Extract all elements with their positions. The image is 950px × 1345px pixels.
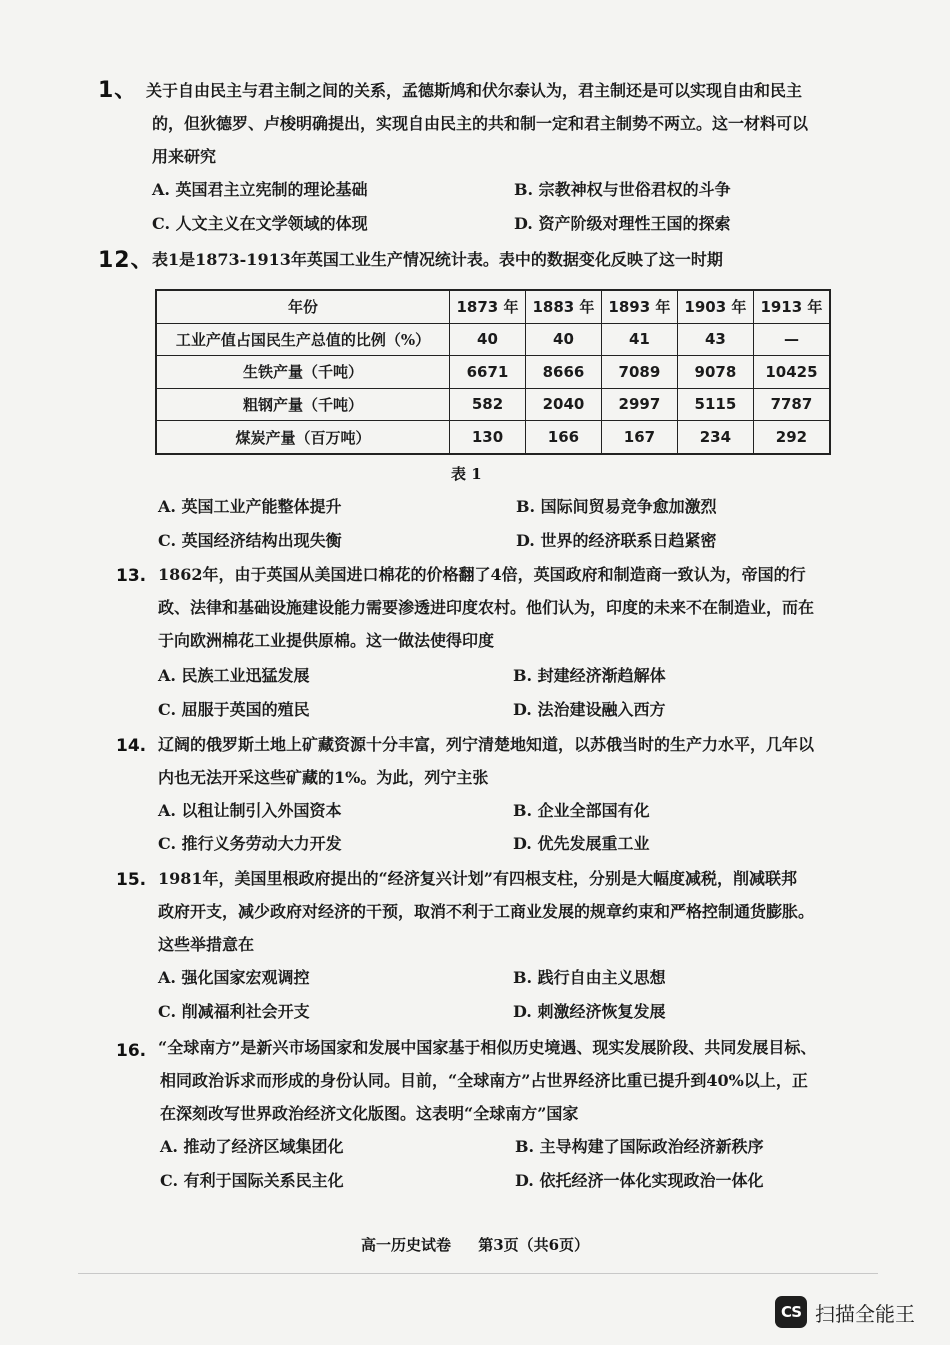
brand-name: 扫描全能王 xyxy=(815,1301,915,1326)
option-a: A. 以租让制引入外国资本 xyxy=(158,801,342,820)
table-row xyxy=(156,421,830,454)
option-a: A. 强化国家宏观调控 xyxy=(158,968,310,987)
table-cell: 2040 xyxy=(525,388,601,421)
question-stem-line: 在深刻改写世界政治经济文化版图。这表明“全球南方”国家 xyxy=(160,1104,579,1123)
table-row-label: 生铁产量（千吨） xyxy=(156,356,450,389)
question-stem-line: 相同政治诉求而形成的身份认同。目前，“全球南方”占世界经济比重已提升到40%以上，正 xyxy=(160,1071,808,1090)
question-stem-line: 关于自由民主与君主制之间的关系，孟德斯鸠和伏尔泰认为，君主制还是可以实现自由和民主 xyxy=(146,81,803,100)
table-header-cell: 年份 xyxy=(156,290,450,323)
option-a: A. 英国工业产能整体提升 xyxy=(158,497,342,516)
footer-subject: 高一历史试卷 xyxy=(360,1236,451,1254)
question-stem-line: 的，但狄德罗、卢梭明确提出，实现自由民主的共和制一定和君主制势不两立。这一材料可以 xyxy=(152,114,809,133)
table-header-row xyxy=(156,290,830,323)
option-b: B. 国际间贸易竞争愈加激烈 xyxy=(516,497,717,516)
option-b: B. 企业全部国有化 xyxy=(513,801,650,820)
table-row-label: 煤炭产量（百万吨） xyxy=(156,421,450,454)
option-a: A. 民族工业迅猛发展 xyxy=(158,666,310,685)
industrial-production-table xyxy=(155,289,831,455)
option-d: D. 刺激经济恢复发展 xyxy=(513,1002,666,1021)
table-cell: 292 xyxy=(753,421,830,454)
table-cell: 40 xyxy=(450,323,526,356)
table-row xyxy=(156,323,830,356)
question-stem-line: 1981年，美国里根政府提出的“经济复兴计划”有四根支柱，分别是大幅度减税，削减联邦 xyxy=(158,869,797,888)
table-header-cell: 1873 年 xyxy=(450,290,526,323)
table-header-cell: 1893 年 xyxy=(601,290,677,323)
question-stem-line: 政、法律和基础设施建设能力需要渗透进印度农村。他们认为，印度的未来不在制造业，而在 xyxy=(158,598,815,617)
question-stem-line: 辽阔的俄罗斯土地上矿藏资源十分丰富，列宁清楚地知道，以苏俄当时的生产力水平，几年以 xyxy=(158,735,815,754)
table-caption: 表 1 xyxy=(451,465,482,483)
question-number: 1、 xyxy=(98,78,138,103)
table-row-label: 工业产值占国民生产总值的比例（%） xyxy=(156,323,450,356)
question-stem-line: 内也无法开采这些矿藏的1%。为此，列宁主张 xyxy=(158,768,489,787)
table-cell: 166 xyxy=(525,421,601,454)
question-stem-line: 用来研究 xyxy=(152,147,217,166)
question-stem-line: 于向欧洲棉花工业提供原棉。这一做法使得印度 xyxy=(158,631,495,650)
option-d: D. 资产阶级对理性王国的探索 xyxy=(514,214,731,233)
table-cell: 2997 xyxy=(601,388,677,421)
table-cell: 6671 xyxy=(450,356,526,389)
table-cell: 9078 xyxy=(677,356,753,389)
table-header-cell: 1903 年 xyxy=(677,290,753,323)
table-cell: 582 xyxy=(450,388,526,421)
option-d: D. 法治建设融入西方 xyxy=(513,700,666,719)
question-stem-line: 表1是1873-1913年英国工业生产情况统计表。表中的数据变化反映了这一时期 xyxy=(152,250,723,269)
option-d: D. 依托经济一体化实现政治一体化 xyxy=(515,1171,764,1190)
option-a: A. 推动了经济区域集团化 xyxy=(160,1137,344,1156)
option-d: D. 世界的经济联系日趋紧密 xyxy=(516,531,717,550)
option-c: C. 削减福利社会开支 xyxy=(158,1002,310,1021)
option-b: B. 践行自由主义思想 xyxy=(513,968,666,987)
option-b: B. 主导构建了国际政治经济新秩序 xyxy=(515,1137,764,1156)
question-stem-line: “全球南方”是新兴市场国家和发展中国家基于相似历史境遇、现实发展阶段、共同发展目标、 xyxy=(158,1038,817,1057)
table-cell: — xyxy=(753,323,830,356)
table-cell: 167 xyxy=(601,421,677,454)
table-header-cell: 1883 年 xyxy=(525,290,601,323)
option-c: C. 有利于国际关系民主化 xyxy=(160,1171,344,1190)
option-c: C. 英国经济结构出现失衡 xyxy=(158,531,342,550)
option-d: D. 优先发展重工业 xyxy=(513,834,650,853)
option-c: C. 屈服于英国的殖民 xyxy=(158,700,310,719)
question-number: 14. xyxy=(116,736,147,756)
table-cell: 5115 xyxy=(677,388,753,421)
question-stem-line: 1862年，由于英国从美国进口棉花的价格翻了4倍，英国政府和制造商一致认为，帝国的行 xyxy=(158,565,806,584)
table-cell: 7787 xyxy=(753,388,830,421)
table-cell: 41 xyxy=(601,323,677,356)
table-cell: 8666 xyxy=(525,356,601,389)
table-cell: 130 xyxy=(450,421,526,454)
table-cell: 234 xyxy=(677,421,753,454)
footer-page-number: 第3页（共6页） xyxy=(478,1236,590,1254)
question-stem-line: 政府开支，减少政府对经济的干预，取消不利于工商业发展的规章约束和严格控制通货膨胀。 xyxy=(158,902,815,921)
table-row xyxy=(156,388,830,421)
table-cell: 7089 xyxy=(601,356,677,389)
question-stem-line: 这些举措意在 xyxy=(158,935,255,954)
table-cell: 40 xyxy=(525,323,601,356)
option-c: C. 推行义务劳动大力开发 xyxy=(158,834,342,853)
scanner-watermark xyxy=(775,1296,915,1328)
question-number: 16. xyxy=(116,1041,147,1061)
option-b: B. 宗教神权与世俗君权的斗争 xyxy=(514,180,731,199)
table-row xyxy=(156,356,830,389)
table-cell: 43 xyxy=(677,323,753,356)
table-row-label: 粗钢产量（千吨） xyxy=(156,388,450,421)
page-footer xyxy=(0,1234,950,1255)
table-header-cell: 1913 年 xyxy=(753,290,830,323)
question-number: 15. xyxy=(116,870,147,890)
camscanner-logo-icon: CS xyxy=(775,1296,807,1328)
option-b: B. 封建经济渐趋解体 xyxy=(513,666,666,685)
question-number: 12、 xyxy=(98,248,154,273)
footer-divider xyxy=(78,1273,878,1274)
table-cell: 10425 xyxy=(753,356,830,389)
question-number: 13. xyxy=(116,566,147,586)
option-c: C. 人文主义在文学领域的体现 xyxy=(152,214,368,233)
option-a: A. 英国君主立宪制的理论基础 xyxy=(152,180,368,199)
